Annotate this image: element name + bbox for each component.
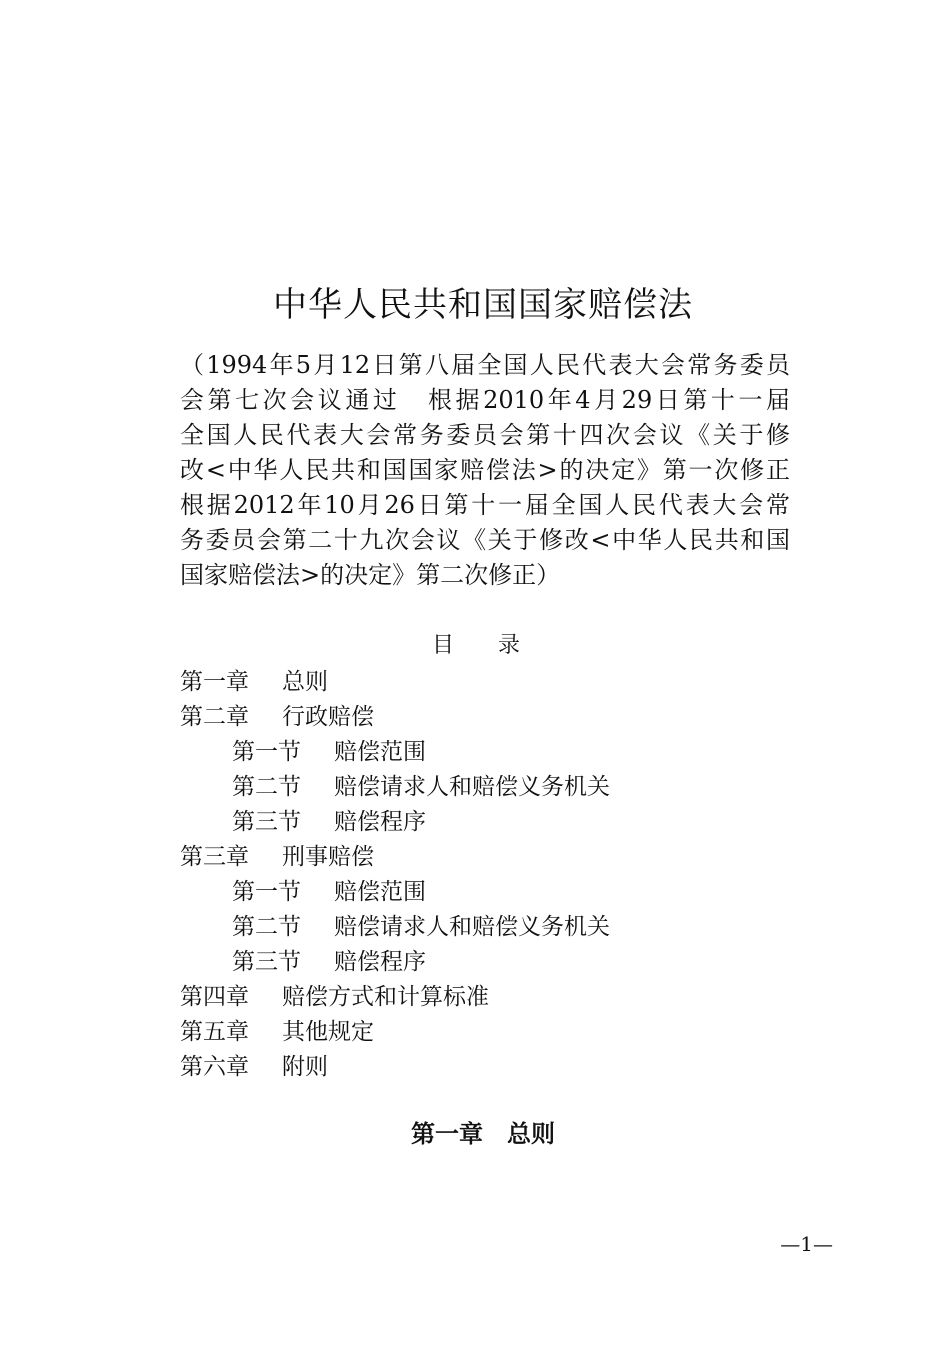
toc-item-title: 附则	[282, 1054, 328, 1080]
toc-chapter-item	[180, 665, 780, 700]
toc-item-title: 刑事赔偿	[282, 844, 374, 870]
toc-item-number: 第一节	[232, 879, 301, 905]
toc-item-number: 第六章	[180, 1054, 249, 1080]
amendment-note-line: 国家赔偿法>的决定》第二次修正）	[180, 561, 561, 589]
amendment-note-line: 根据2012年10月26日第十一届全国人民代表大会常	[180, 491, 790, 519]
toc-item-number: 第三节	[232, 949, 301, 975]
toc-item-title: 赔偿方式和计算标准	[282, 984, 489, 1010]
document-title: 中华人民共和国国家赔偿法	[273, 284, 693, 325]
toc-item-title: 赔偿程序	[334, 809, 426, 835]
toc-item-title: 赔偿请求人和赔偿义务机关	[334, 914, 610, 940]
toc-chapter-item	[180, 840, 780, 875]
toc-chapter-item	[180, 1050, 780, 1085]
toc-chapter-item	[180, 700, 780, 735]
toc-item-title: 赔偿请求人和赔偿义务机关	[334, 774, 610, 800]
toc-item-number: 第四章	[180, 984, 249, 1010]
amendment-note	[180, 348, 790, 593]
toc-item-title: 赔偿范围	[334, 739, 426, 765]
toc-item-title: 赔偿范围	[334, 879, 426, 905]
amendment-note-line: 会第七次会议通过 根据2010年4月29日第十一届	[180, 386, 790, 414]
amendment-note-line: 全国人民代表大会常务委员会第十四次会议《关于修	[180, 421, 790, 449]
toc-item-number: 第三节	[232, 809, 301, 835]
table-of-contents	[180, 665, 780, 1085]
toc-item-number: 第一章	[180, 669, 249, 695]
toc-heading: 目 录	[432, 633, 521, 658]
amendment-note-line: 务委员会第二十九次会议《关于修改<中华人民共和国	[180, 526, 790, 554]
page-number: —1—	[780, 1232, 833, 1256]
toc-chapter-item	[180, 1015, 780, 1050]
chapter-heading: 第一章 总则	[411, 1120, 555, 1148]
toc-item-title: 总则	[282, 669, 328, 695]
toc-section-item	[180, 805, 780, 840]
toc-section-item	[180, 910, 780, 945]
toc-section-item	[180, 770, 780, 805]
toc-chapter-item	[180, 980, 780, 1015]
toc-section-item	[180, 875, 780, 910]
amendment-note-line: 改<中华人民共和国国家赔偿法>的决定》第一次修正	[180, 456, 790, 484]
toc-item-number: 第二章	[180, 704, 249, 730]
toc-item-title: 赔偿程序	[334, 949, 426, 975]
toc-item-number: 第二节	[232, 774, 301, 800]
toc-item-number: 第二节	[232, 914, 301, 940]
amendment-note-line: （1994年5月12日第八届全国人民代表大会常务委员	[180, 351, 790, 379]
toc-item-number: 第三章	[180, 844, 249, 870]
toc-item-title: 其他规定	[282, 1019, 374, 1045]
toc-item-number: 第一节	[232, 739, 301, 765]
toc-item-title: 行政赔偿	[282, 704, 374, 730]
toc-section-item	[180, 735, 780, 770]
toc-section-item	[180, 945, 780, 980]
toc-item-number: 第五章	[180, 1019, 249, 1045]
